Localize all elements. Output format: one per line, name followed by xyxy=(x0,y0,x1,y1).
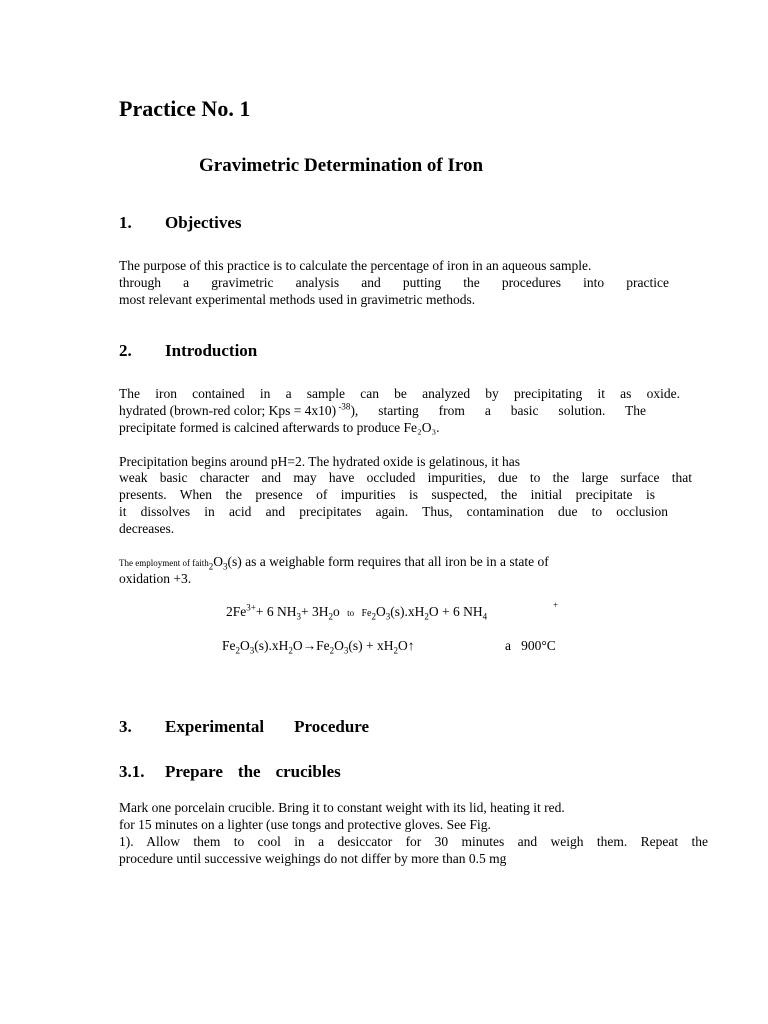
intro-p2-line-4: it dissolves in acid and precipitates again. Thus, contamination due to occlusion xyxy=(119,504,668,519)
crucibles-line-1: Mark one porcelain crucible. Bring it to constant weight with its lid, heating it red. xyxy=(119,800,565,815)
equation-1-charge: + xyxy=(553,600,559,610)
equation-1: $2Fe^{3+}+ 6$ $NH_3+ 3H_2o$ to $Fe_2O_3(s).xH_2O + 6$ $NH_4$ xyxy=(226,602,488,622)
section-heading-crucibles: 3.1. Prepare the crucibles xyxy=(119,762,341,781)
section-number: 3.1. xyxy=(119,762,145,781)
intro-p1-line-1: The iron contained in a sample can be analyzed by precipitating it as oxide. xyxy=(119,386,680,401)
intro-p1-line-2 xyxy=(119,402,646,419)
crucibles-line-2: for 15 minutes on a lighter (use tongs and protective gloves. See Fig. xyxy=(119,817,491,832)
objectives-line-1: The purpose of this practice is to calculate the percentage of iron in an aqueous sample. xyxy=(119,258,592,273)
section-heading-objectives xyxy=(119,213,241,233)
intro-p1-line-2a: hydrated (brown-red color; Kps = 4x10) $^{-38}$ xyxy=(119,401,351,418)
intro-p2-line-5: decreases. xyxy=(119,521,175,536)
equation-arrow-text: to xyxy=(347,608,355,618)
intro-p2-line-2: weak basic character and may have occluded impurities, due to the large surface that xyxy=(119,470,692,485)
crucibles-line-4: procedure until successive weighings do not differ by more than 0.5 mg xyxy=(119,851,507,866)
intro-p3-line-2: oxidation +3. xyxy=(119,571,192,586)
equation-2-condition: a 900°C xyxy=(505,638,556,653)
intro-p2-line-3: presents. When the presence of impurities is suspected, the initial precipitate is xyxy=(119,487,655,502)
section-heading-procedure: 3. Experimental Procedure xyxy=(119,717,370,736)
section-number: 3. xyxy=(119,717,132,736)
section-title: Introduction xyxy=(165,341,258,360)
crucibles-line-3: 1). Allow them to cool in a desiccator for 30 minutes and weigh them. Repeat the xyxy=(119,834,708,849)
intro-p2-line-1: Precipitation begins around pH=2. The hydrated oxide is gelatinous, it has xyxy=(119,454,521,469)
objectives-line-3: most relevant experimental methods used in gravimetric methods. xyxy=(119,292,476,307)
intro-p3-line-1: The employment of $faith_2O_3(s)$ as a weighable form requires that all iron be in a state of xyxy=(119,554,549,572)
section-title: Objectives xyxy=(165,213,242,232)
intro-p1-line-2b: ), starting from a basic solution. The xyxy=(350,403,646,418)
section-heading-introduction xyxy=(119,341,257,361)
section-number: 2. xyxy=(119,341,132,360)
equation-2: $Fe_2O_3(s).xH_2O\to Fe_2O_3(s)$ + $xH_2O↑$ xyxy=(222,638,415,656)
section-number: 1. xyxy=(119,213,132,232)
practice-heading: Practice No. 1 xyxy=(119,96,251,121)
objectives-line-2: through a gravimetric analysis and putting the procedures into practice xyxy=(119,275,669,290)
intro-p1-line-3: precipitate formed is calcined afterwards to produce Fe₂O₃. xyxy=(119,420,440,435)
document-title: Gravimetric Determination of Iron xyxy=(199,155,484,176)
